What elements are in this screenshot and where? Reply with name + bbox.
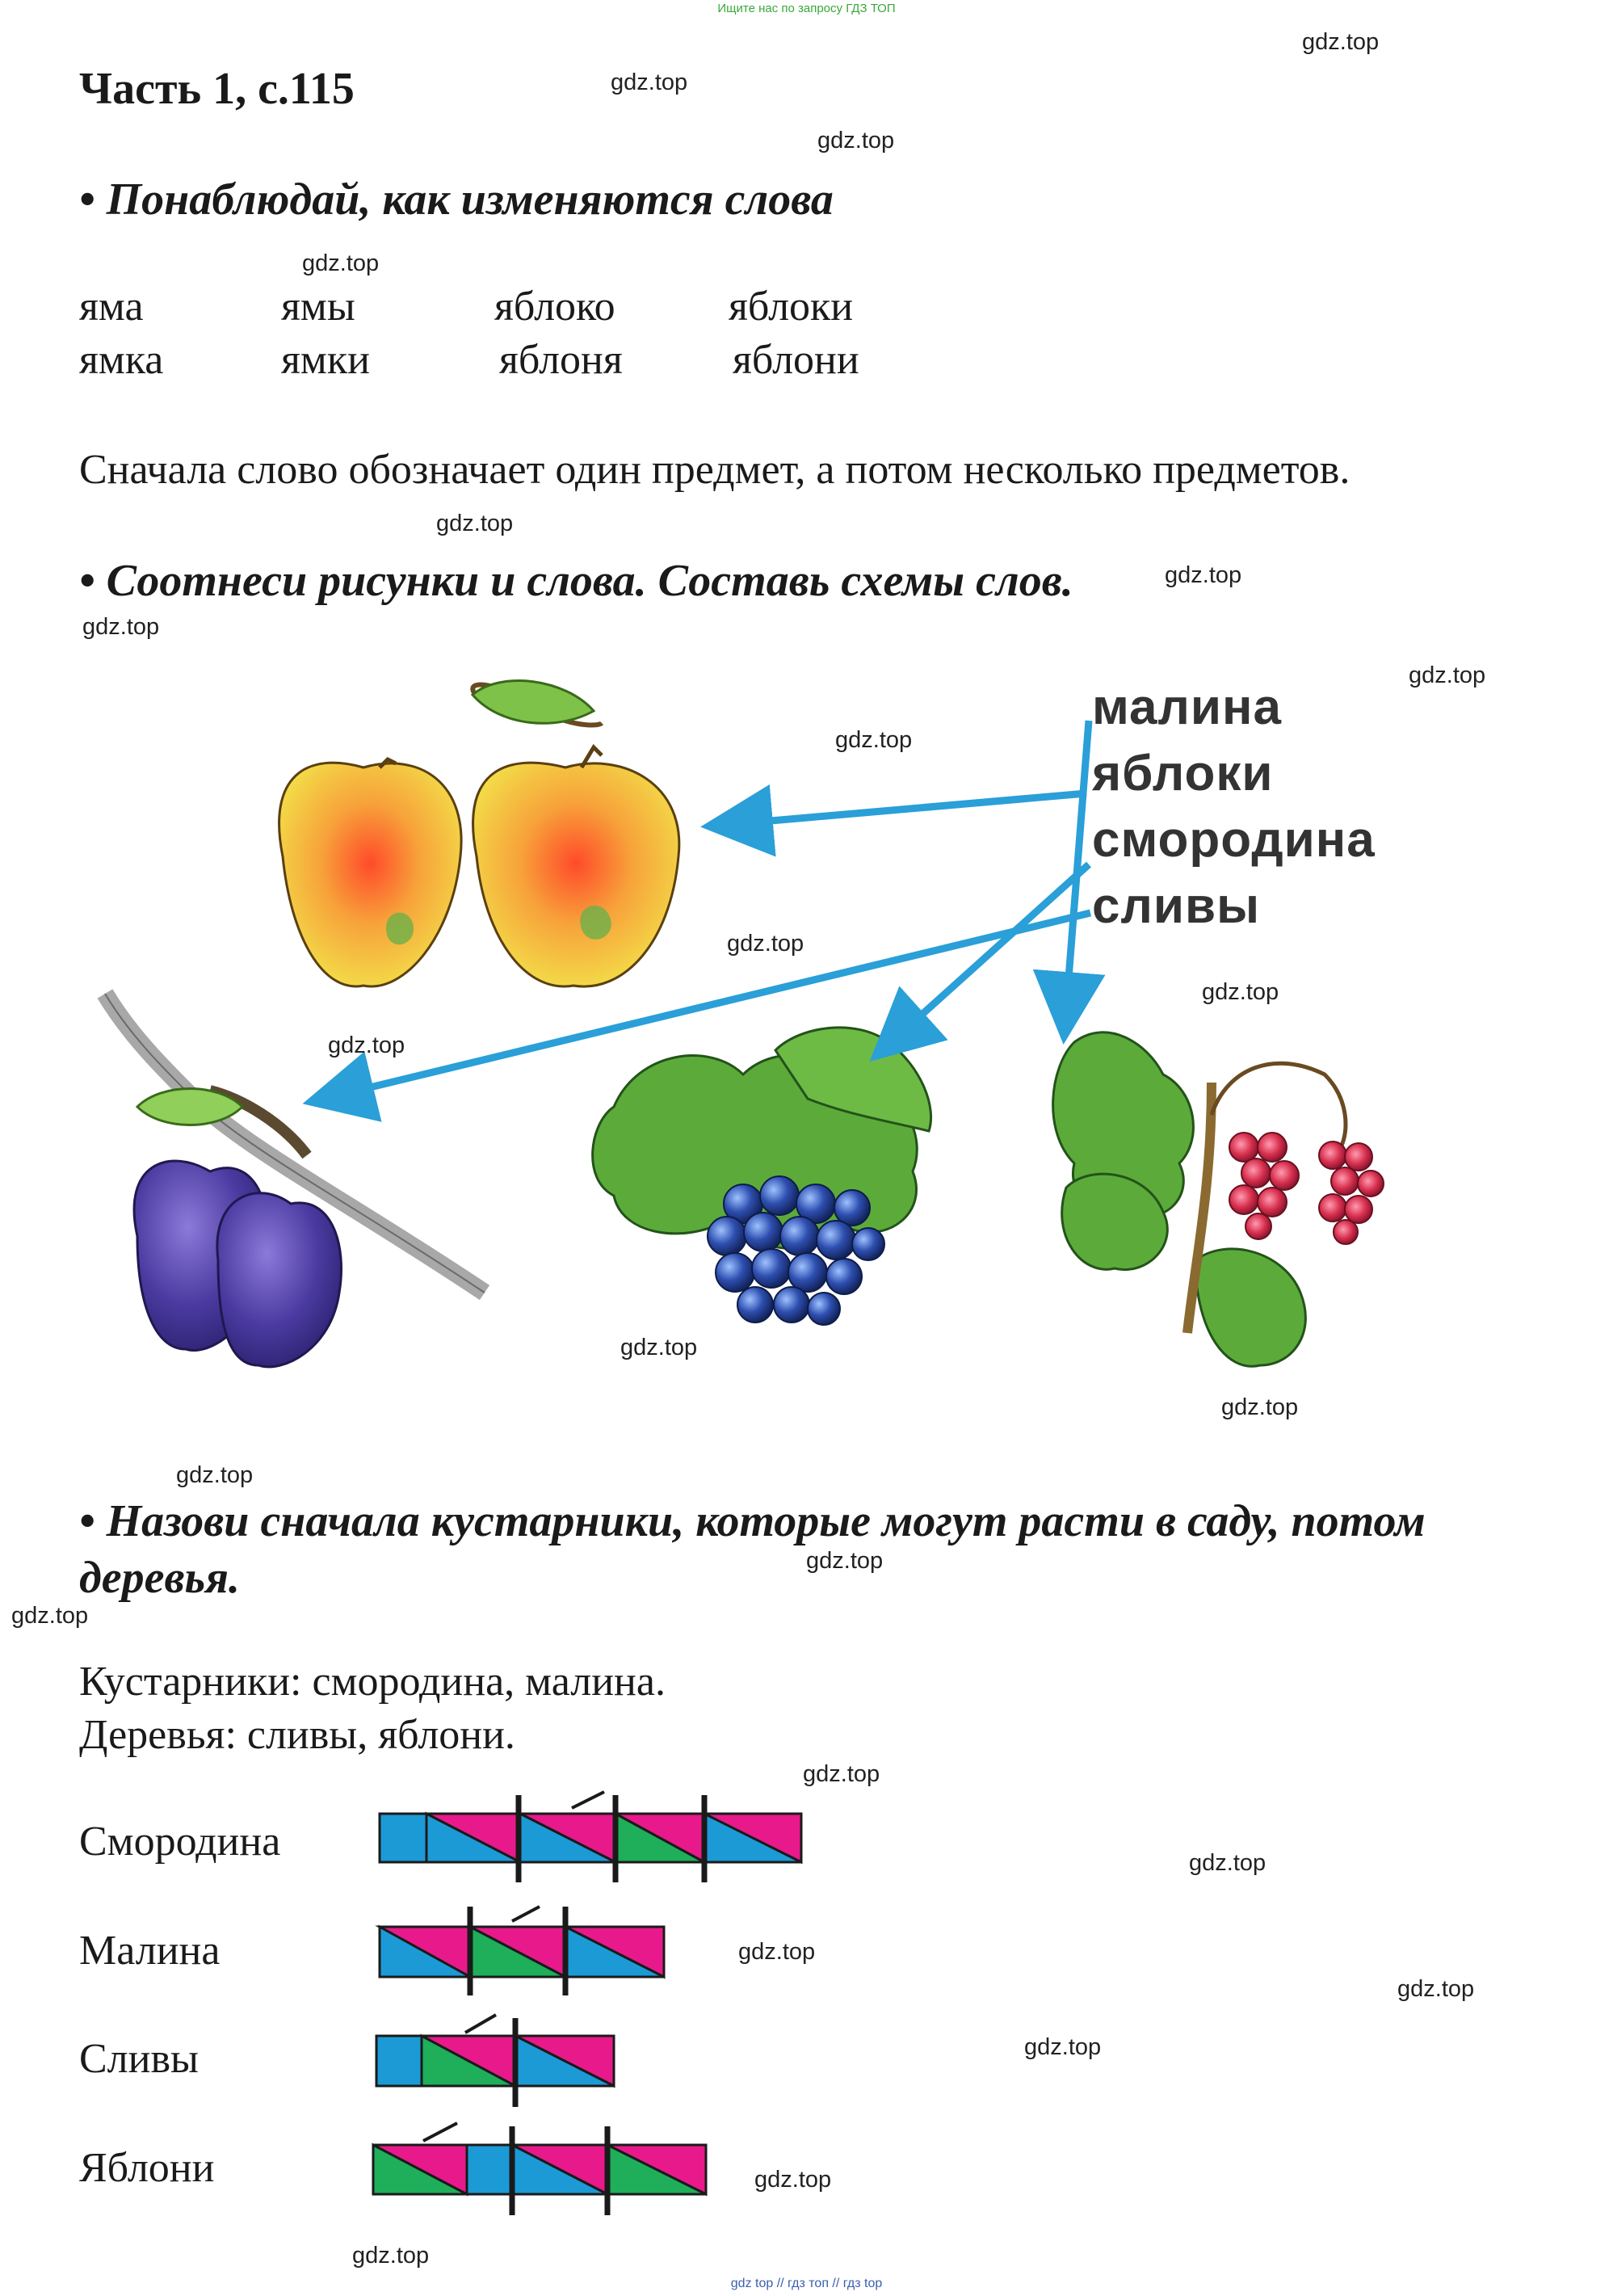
page-title: Часть 1, с.115 <box>79 64 355 114</box>
scheme-malina-cell-1 <box>380 1927 470 1977</box>
fruit-word-malina: малина <box>1092 679 1282 735</box>
scheme-smorodina-cell-2 <box>520 1814 615 1862</box>
scheme-smorodina <box>380 1792 801 1882</box>
watermark: gdz.top <box>1189 1850 1266 1876</box>
scheme-smorodina-cell-4 <box>704 1814 801 1862</box>
fruit-word-yabloki: яблоки <box>1092 746 1274 801</box>
scheme-smorodina-cell-1 <box>426 1814 520 1862</box>
watermark: gdz.top <box>1302 29 1380 55</box>
watermark: gdz.top <box>11 1603 89 1629</box>
watermark: gdz.top <box>1397 1976 1475 2002</box>
scheme-label-slivy: Сливы <box>79 2036 199 2082</box>
fruit-word-smorodina: смородина <box>1092 812 1376 868</box>
scheme-label-yabloni: Яблони <box>79 2145 215 2191</box>
watermark: gdz.top <box>727 931 804 957</box>
fruit-word-slivy: сливы <box>1092 878 1261 934</box>
word-yamy: ямы <box>281 284 355 330</box>
scheme-slivy <box>376 2015 614 2107</box>
word-yamki: ямки <box>281 337 370 383</box>
bottom-note: gdz top // гдз топ // гдз top <box>730 2277 883 2290</box>
word-yabloko: яблоко <box>494 284 615 330</box>
watermark: gdz.top <box>328 1032 405 1058</box>
scheme-yabloni-cell-2 <box>512 2145 607 2194</box>
watermark: gdz.top <box>352 2243 430 2269</box>
task3-answer-shrubs: Кустарники: смородина, малина. <box>79 1659 666 1705</box>
scheme-yabloni-cell-3 <box>607 2145 706 2194</box>
task3-title-line2: деревья. <box>79 1553 240 1603</box>
watermark: gdz.top <box>1165 562 1242 588</box>
scheme-yabloni-cell-1 <box>373 2145 467 2194</box>
watermark: gdz.top <box>1202 979 1279 1005</box>
watermark: gdz.top <box>835 727 913 753</box>
watermark: gdz.top <box>1024 2034 1102 2060</box>
watermark: gdz.top <box>1221 1394 1299 1420</box>
scheme-slivy-cell-2 <box>515 2036 614 2086</box>
task3-title-line1: • Назови сначала кустарники, которые могут расти в саду, потом <box>79 1496 1426 1546</box>
watermark: gdz.top <box>817 128 895 153</box>
watermark: gdz.top <box>611 69 688 95</box>
word-yabloki: яблоки <box>729 284 854 330</box>
task3-answer-trees: Деревья: сливы, яблони. <box>79 1712 515 1758</box>
scheme-yabloni <box>373 2123 706 2215</box>
scheme-slivy-cell-1 <box>422 2036 515 2086</box>
scheme-malina <box>380 1907 664 1995</box>
watermark: gdz.top <box>620 1335 698 1360</box>
word-yamka: ямка <box>79 337 164 383</box>
word-yablonya: яблоня <box>499 337 623 383</box>
scheme-smorodina-cell-3 <box>615 1814 704 1862</box>
watermark: gdz.top <box>754 2167 832 2193</box>
watermark: gdz.top <box>1409 662 1486 688</box>
task1-answer: Сначала слово обозначает один предмет, а потом несколько предметов. <box>79 447 1350 493</box>
watermark: gdz.top <box>82 614 160 640</box>
word-yama: яма <box>79 284 144 330</box>
watermark: gdz.top <box>302 250 380 276</box>
watermark: gdz.top <box>806 1548 884 1574</box>
scheme-label-malina: Малина <box>79 1928 221 1974</box>
top-note: Ищите нас по запросу ГДЗ ТОП <box>717 2 896 15</box>
scheme-malina-cell-2 <box>470 1927 565 1977</box>
scheme-label-smorodina: Смородина <box>79 1819 281 1865</box>
watermark: gdz.top <box>738 1939 816 1965</box>
task2-title: • Соотнеси рисунки и слова. Составь схемы слов. <box>79 556 1073 606</box>
word-yabloni: яблони <box>733 337 859 383</box>
watermark: gdz.top <box>803 1761 880 1787</box>
watermark: gdz.top <box>436 511 514 536</box>
task1-title: • Понаблюдай, как изменяются слова <box>79 175 834 225</box>
watermark: gdz.top <box>176 1462 254 1488</box>
scheme-malina-cell-3 <box>565 1927 664 1977</box>
